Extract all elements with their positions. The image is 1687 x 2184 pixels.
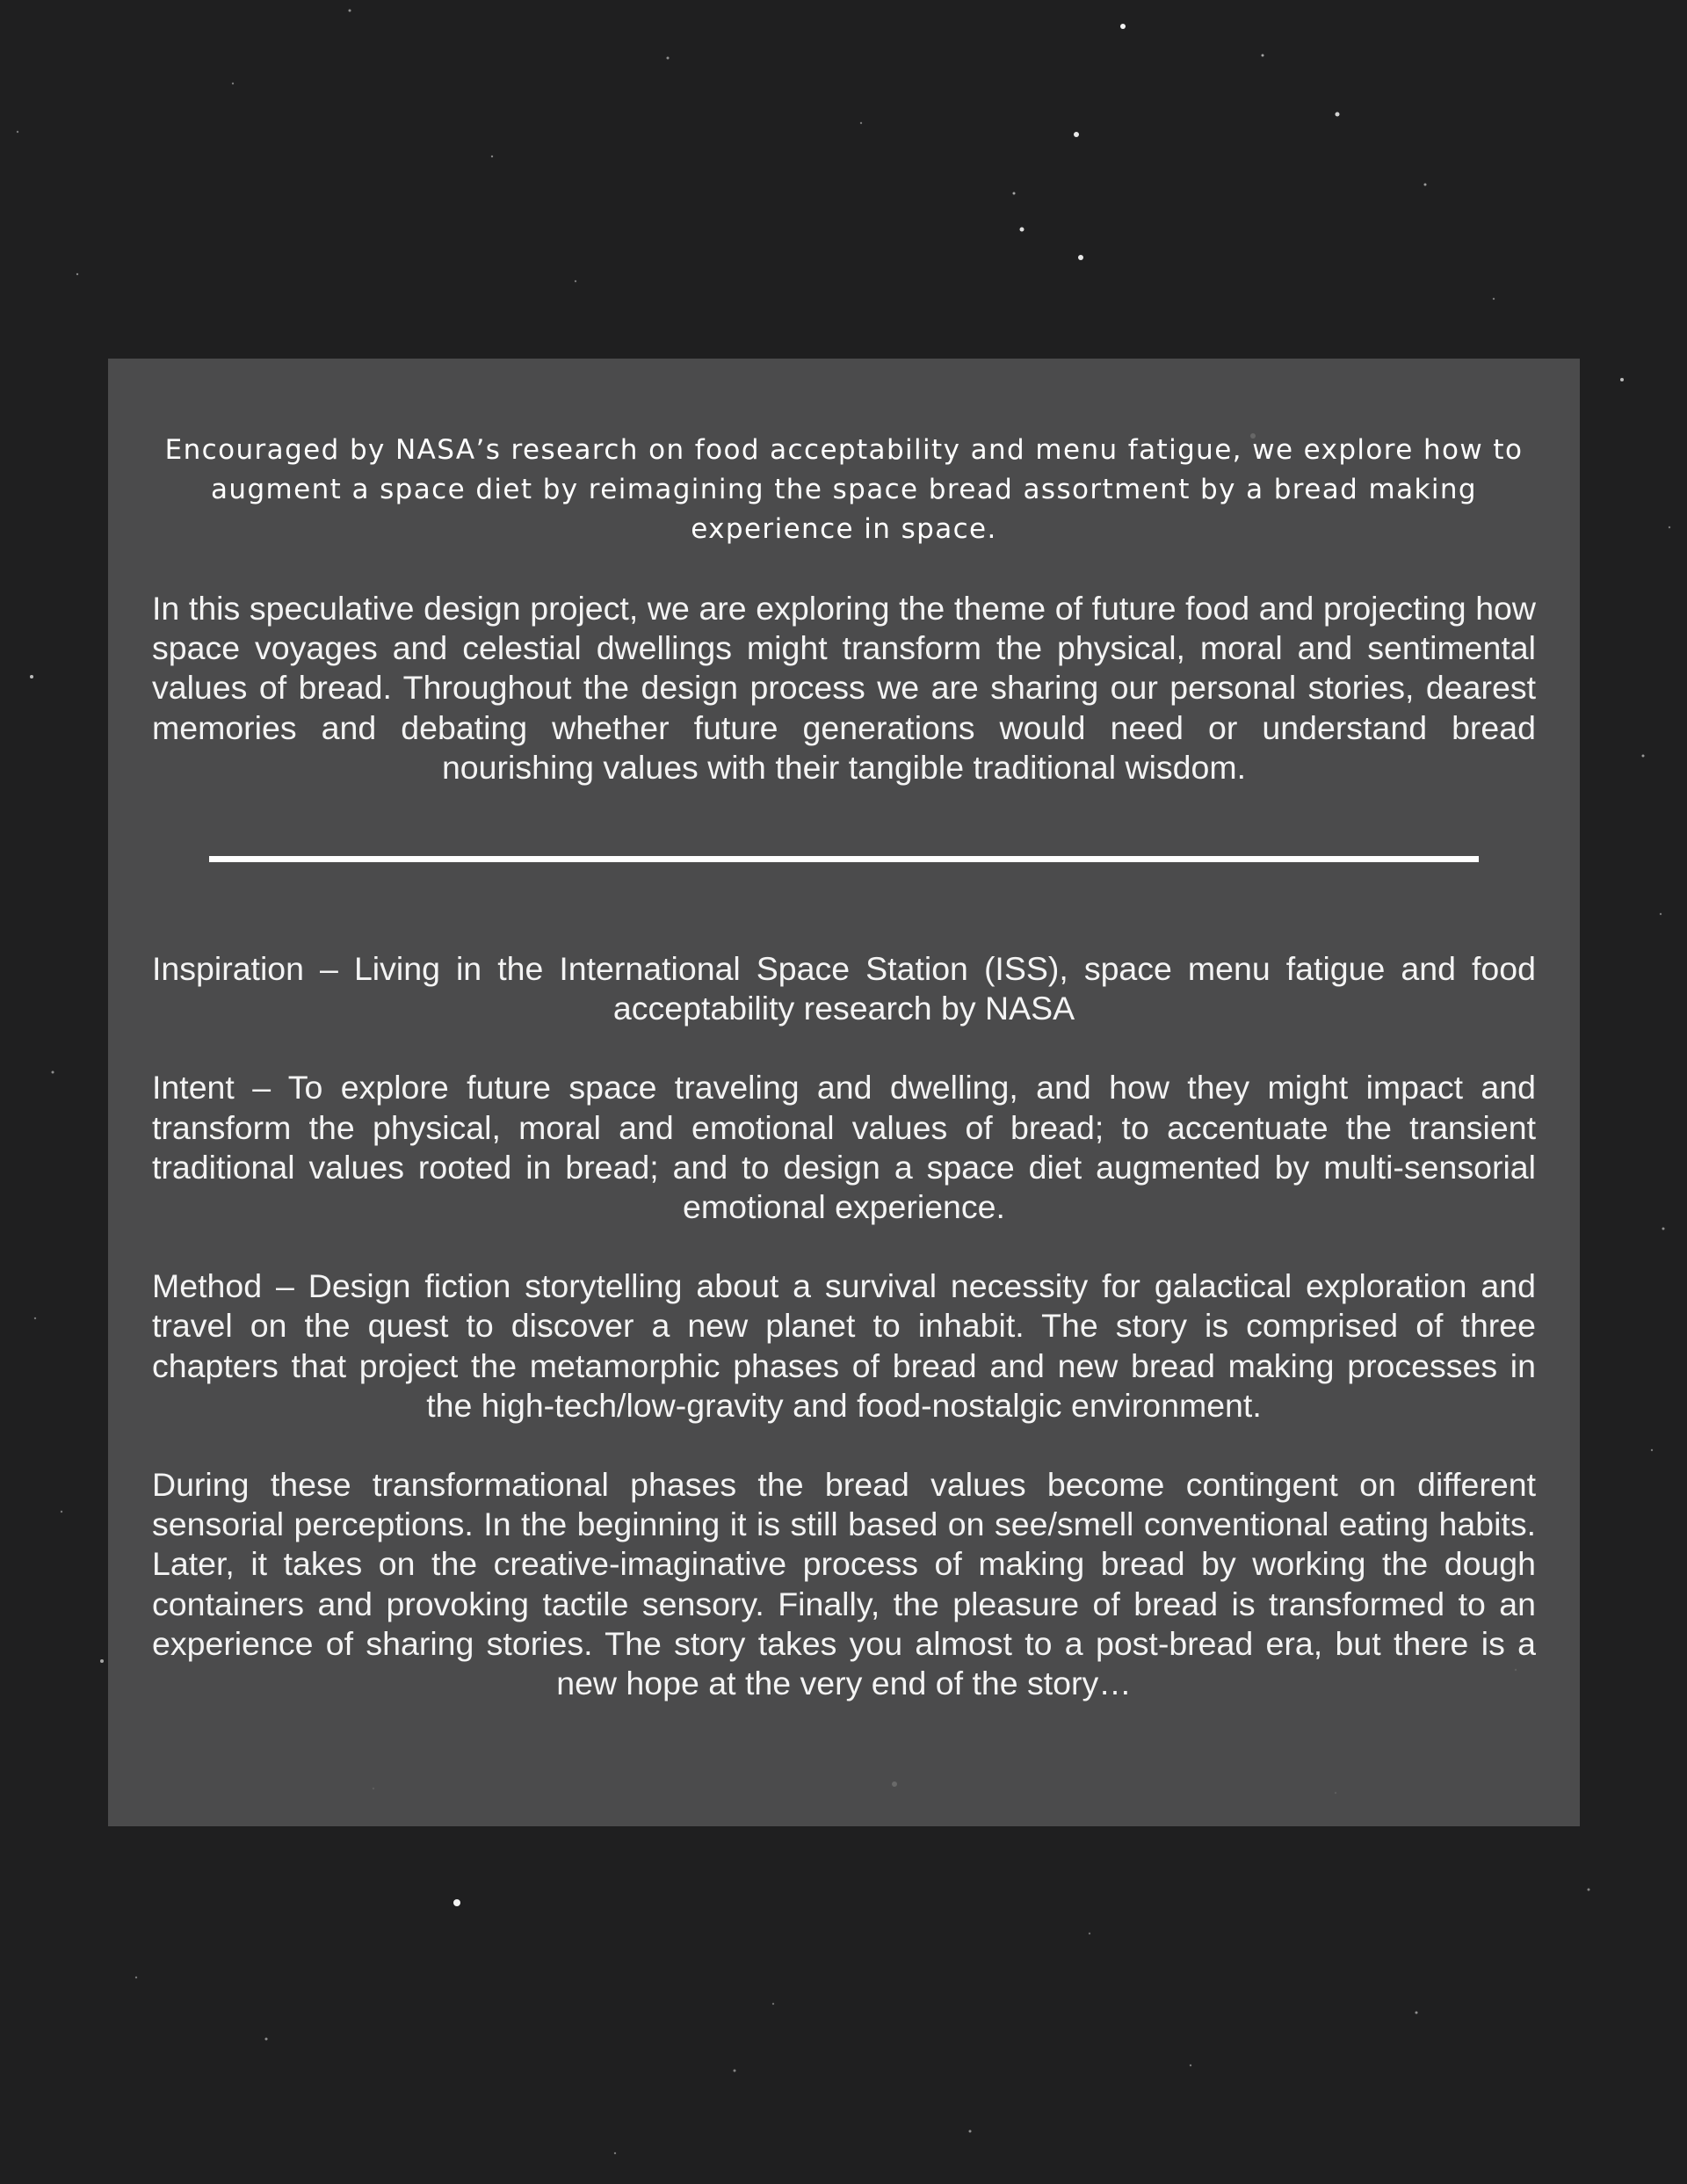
intro-statement: Encouraged by NASA’s research on food acceptability and menu fatigue, we explore how to augment a space diet by reimagining the space bread assortment by a bread making experience in space.: [164, 434, 1524, 545]
inspiration-paragraph: Inspiration – Living in the International Space Station (ISS), space menu fatigue and food acceptability research by NASA: [152, 950, 1536, 1027]
content-panel: [108, 359, 1580, 1826]
project-description: In this speculative design project, we are exploring the theme of future food and projecting how space voyages and celestial dwellings might transform the physical, moral and sentimental values of bread. Throughout the design process we are sharing our personal stories, dearest memories and debating whether future generations would need or understand bread nourishing values with their tangible traditional wisdom.: [152, 590, 1536, 786]
phases-paragraph: During these transformational phases the bread values become contingent on different sensorial perceptions. In the beginning it is still based on see/smell conventional eating habits. Later, it takes on the creative-imaginative process of making bread by working the dough containers and provoking tactile sensory. Finally, the pleasure of bread is transformed to an experience of sharing stories. The story takes you almost to a post-bread era, but there is a new hope at the very end of the story…: [152, 1466, 1536, 1702]
intent-paragraph: Intent – To explore future space traveling and dwelling, and how they might impact and transform the physical, moral and emotional values of bread; to accentuate the transient traditional values rooted in bread; and to design a space diet augmented by multi-sensorial emotional experience.: [152, 1069, 1536, 1226]
method-paragraph: Method – Design fiction storytelling about a survival necessity for galactical exploration and travel on the quest to discover a new planet to inhabit. The story is comprised of three chapters that project the metamorphic phases of bread and new bread making processes in the high-tech/low-gravity and food-nostalgic environment.: [152, 1267, 1536, 1424]
section-divider: [209, 856, 1479, 862]
